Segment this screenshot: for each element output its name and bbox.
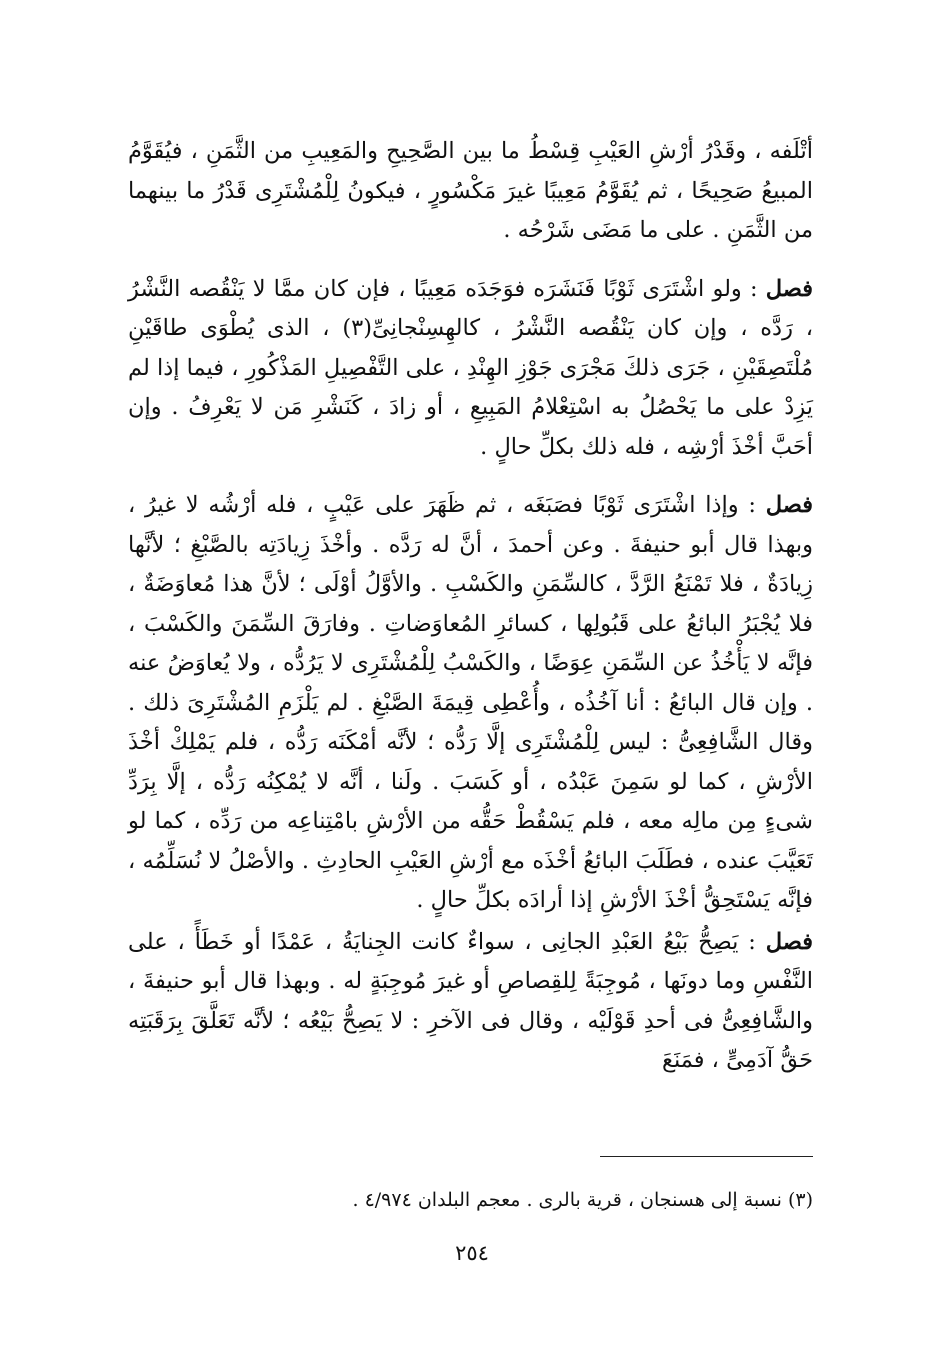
- main-text: [128, 132, 813, 1081]
- paragraph-3: [128, 486, 813, 921]
- page-number: ٢٥٤: [455, 1241, 489, 1265]
- footnote-divider: [600, 1156, 813, 1157]
- paragraph-text: : ولو اشْتَرَى ثَوْبًا فَنَشَرَه فوَجَدَه مَعِيبًا ، فإن كان ممَّا لا يَنْقُصه النَّشْرُ ، رَدَّه ، وإن كان يَنْقُصه النَّشْرُ ، كالهِسِنْجانِىِّ(٣) ، الذى يُطْوَى طاقَيْنِ مُلْتَصِقَيْنِ ، جَرَى ذلكَ مَجْرَى جَوْزِ الهِنْدِ ، على التَّفْصِيلِ المَذْكُورِ ، فيما إذا لم يَزِدْ على ما يَحْصُلُ به اسْتِعْلامُ المَبِيعِ ، أو زادَ ، كَنَشْرِ مَن لا يَعْرِفُ . وإن أحَبَّ أخْذَ أرْشِه ، فله ذلك بكلِّ حالٍ .: [128, 275, 813, 460]
- section-keyword: فصل: [765, 492, 813, 518]
- section-keyword: فصل: [765, 928, 813, 955]
- paragraph-4: [128, 923, 813, 1081]
- paragraph-2: [128, 270, 813, 468]
- footnote: (٣) نسبة إلى هسنجان ، قرية بالرى . معجم البلدان ٤/٩٧٤ .: [352, 1189, 813, 1211]
- section-keyword: فصل: [765, 275, 813, 302]
- paragraph-text: أتْلَفه ، وقَدْرُ أرْشِ العَيْبِ قِسْطُ ما بين الصَّحِيحِ والمَعِيبِ من الثَّمَنِ ، فيُقَوَّمُ المبيعُ صَحِيحًا ، ثم يُقَوَّمُ مَعِيبًا غيرَ مَكْسُورٍ ، فيكونُ لِلْمُشْتَرِى قَدْرُ ما بينهما من الثَّمَنِ . على ما مَضَى شَرْحُه .: [128, 138, 814, 243]
- paragraph-text: : وإذا اشْتَرَى ثَوْبًا فصَبَغَه ، ثم ظَهَرَ على عَيْبٍ ، فله أرْشُه لا غيرُ ، وبهذا قال أبو حنيفةَ . وعن أحمدَ ، أنَّ له رَدَّه . وأخْذَ زِيادَتِه بالصَّبْغِ ؛ لأنَّها زِيادَةٌ ، فلا تَمْنَعُ الرَّدَّ ، كالسِّمَنِ والكَسْبِ . والأوَّلُ أوْلَى ؛ لأنَّ هذا مُعاوَضَةٌ ، فلا يُجْبَرُ البائعُ على قَبُولِها ، كسائرِ المُعاوَضاتِ . وفارَقَ السِّمَنَ والكَسْبَ ، فإنَّه لا يَأْخُذُ عن السِّمَنِ عِوَضًا ، والكَسْبُ لِلْمُشْتَرِى لا يَرُدُّه ، ولا يُعاوَضُ عنه . وإن قال البائعُ : أنا آخُذُه ، وأُعْطِى قِيمَةَ الصَّبْغِ . لم يَلْزَمِ المُشْتَرِىَ ذلك . وقال الشَّافِعِىُّ : ليس لِلْمُشْتَرِى إلَّا رَدُّه ؛ لأنَّه أمْكَنَه رَدُّه ، فلم يَمْلِكْ أخْذَ الأرْشِ ، كما لو سَمِنَ عَبْدُه ، أو كَسَبَ . ولَنا ، أنَّه لا يُمْكِنُه رَدُّه ، إلَّا بِرَدِّ شىءٍ مِن مالِه معه ، فلم يَسْقُطْ حَقُّه من الأرْشِ بامْتِناعِه من رَدِّه ، كما لو تَعَيَّبَ عنده ، فطَلَبَ البائعُ أخْذَه مع أرْشِ العَيْبِ الحادِثِ . والأصْلُ لا نُسَلِّمُه ، فإنَّه يَسْتَحِقُّ أخْذَ الأرْشِ إذا أرادَه بكلِّ حالٍ .: [128, 492, 813, 913]
- paragraph-1: [128, 132, 813, 251]
- paragraph-text: : يَصِحُّ بَيْعُ العَبْدِ الجانِى ، سواءٌ كانت الجِنايَةُ ، عَمْدًا أو خَطَأً ، على النَّفْسِ وما دونَها ، مُوجِبَةً لِلقِصاصِ أو غيرَ مُوجِبَةٍ له . وبهذا قال أبو حنيفةَ ، والشَّافِعِىُّ فى أحدِ قَوْلَيْه ، وقال فى الآخرِ : لا يَصِحُّ بَيْعُه ؛ لأنَّه تَعَلَّقَ بِرَقَبَتِه حَقُّ آدَمِىٍّ ، فمَنَعَ: [128, 928, 813, 1073]
